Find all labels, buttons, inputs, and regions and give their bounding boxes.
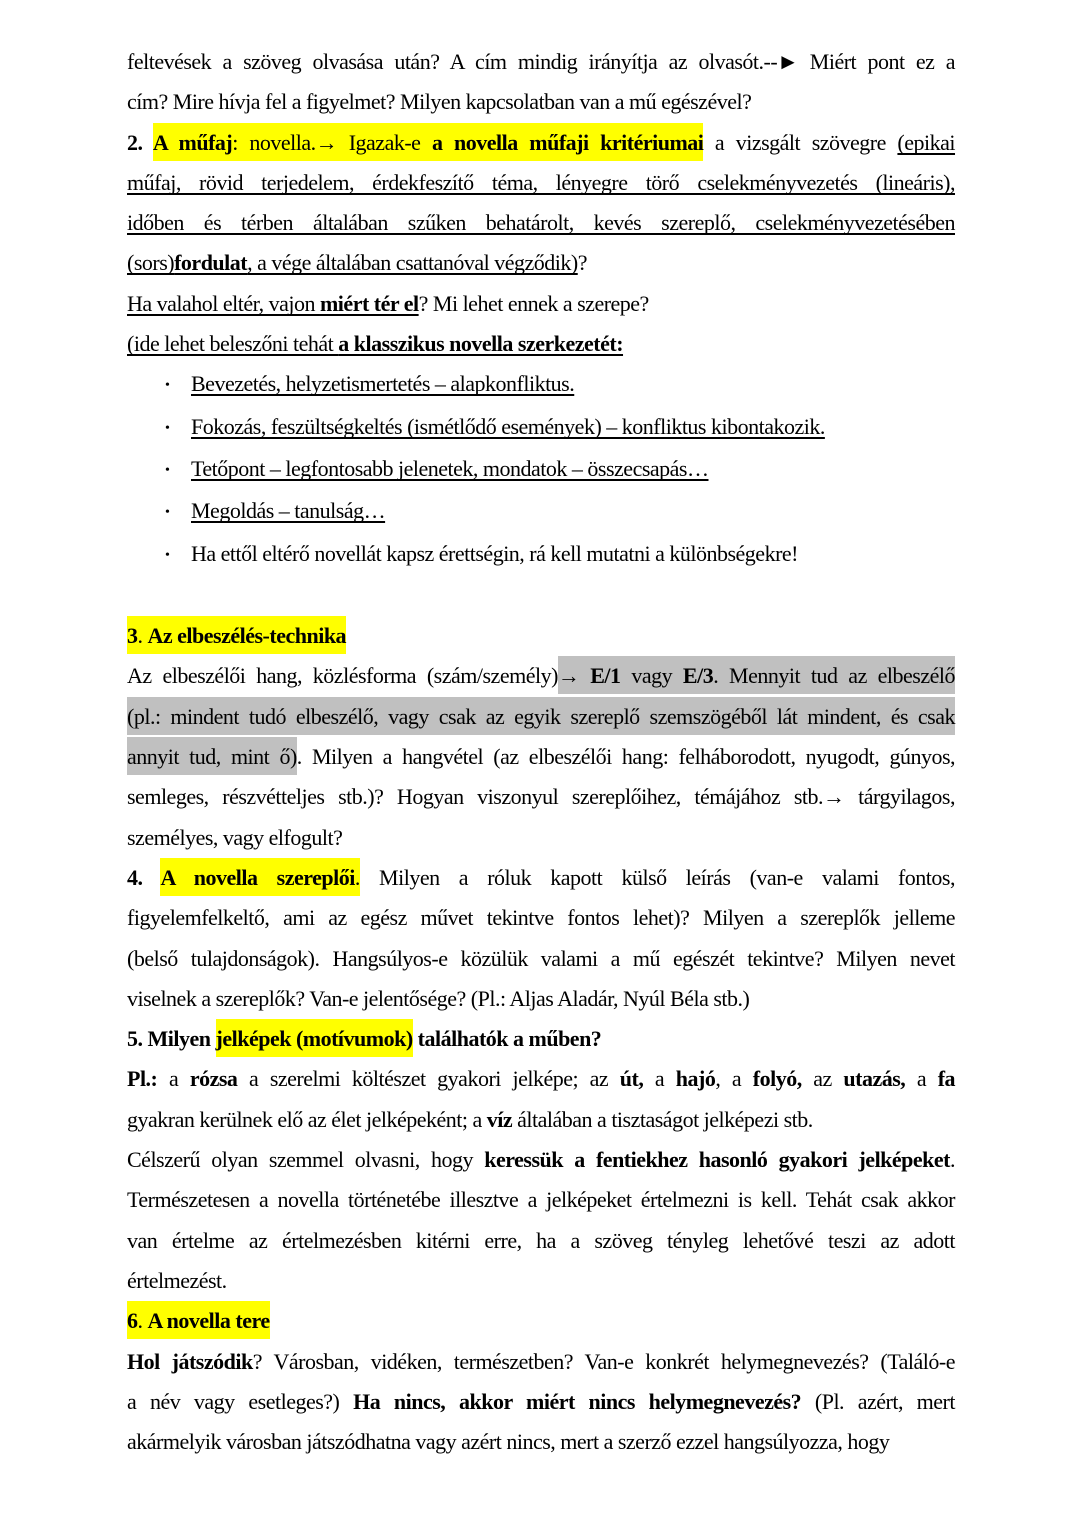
text-run: Ha valahol eltér, vajon [127, 290, 320, 316]
text-run: A műfaj [153, 123, 232, 161]
text-run: rózsa [189, 1066, 238, 1092]
text-run: semleges, részvétteljes stb.)? Hogyan viszonyul szereplőihez, témájához stb.→ tárgyilagos, [127, 784, 955, 810]
text-run: : novella.→ Igazak-e [232, 123, 432, 161]
bullet-item-escalation [127, 407, 955, 449]
text-line [127, 697, 955, 737]
text-run: találhatók a műben? [412, 1026, 602, 1052]
text-run: (ide lehet beleszőni tehát [127, 331, 339, 357]
text-run: 5. Milyen [127, 1026, 216, 1052]
text-run: cím? Mire hívja fel a figyelmet? Milyen kapcsolatban van a mű egészével? [127, 89, 752, 115]
text-run: víz [486, 1106, 513, 1132]
text-run: viselnek a szereplők? Van-e jelentősége? (Pl.: Aljas Aladár, Nyúl Béla stb.) [127, 985, 750, 1011]
bullet-icon: • [165, 378, 170, 394]
text-line [127, 777, 955, 817]
text-run: fordulat [174, 250, 248, 276]
text-run: Az elbeszélés-technika [148, 616, 347, 654]
bullet-line [127, 407, 955, 449]
text-line [127, 284, 955, 324]
section-2-genre-paragraph [127, 123, 955, 284]
text-run: a [157, 1066, 190, 1092]
text-run: E/1 [590, 656, 620, 694]
text-run: Természetesen a novella történetébe illesztve a jelképeket értelmezni is kell. Tehát csak akkor [127, 1187, 955, 1213]
text-run: , a vége általában csattanóval végződik) [247, 250, 578, 276]
text-run: (Pl. azért, mert [801, 1388, 955, 1414]
text-line [127, 42, 955, 82]
text-run: . [950, 1147, 956, 1173]
text-run: (belső tulajdonságok). Hangsúlyos-e közülük valami a mű egészét tekintve? Milyen nevet [127, 945, 955, 971]
text-run: , a [715, 1066, 753, 1092]
text-run: hajó [675, 1066, 716, 1092]
text-line [127, 1301, 955, 1341]
text-run: út, [619, 1066, 644, 1092]
text-run: a [905, 1066, 938, 1092]
text-line [127, 1261, 955, 1301]
text-run: a klasszikus novella szerkezetét: [338, 331, 624, 357]
text-run: Pl.: [127, 1066, 158, 1092]
text-run: folyó, [752, 1066, 802, 1092]
text-line [127, 979, 955, 1019]
bullet-item-resolution [127, 491, 955, 533]
text-run: Tetőpont – legfontosabb jelenetek, mondatok – összecsapás… [191, 455, 709, 481]
continuation-paragraph [127, 42, 955, 123]
structure-note-paragraph [127, 324, 955, 364]
text-line [127, 123, 955, 163]
section-4-characters-paragraph [127, 858, 955, 1019]
text-run: időben és térben általában szűken behatárolt, kevés szereplő, cselekményvezetésében [127, 210, 955, 236]
text-line [127, 858, 955, 898]
bullet-line [127, 449, 955, 491]
text-run: műfaj, rövid terjedelem, érdekfeszítő téma, lényegre törő cselekményvezetés (lineáris), [127, 169, 955, 195]
section-6-heading [127, 1301, 955, 1341]
text-line [127, 898, 955, 938]
text-line [127, 939, 955, 979]
bullet-line [127, 491, 955, 533]
text-run: → [558, 656, 590, 694]
text-run: keressük a fentiekhez hasonló gyakori jelképeket [484, 1147, 951, 1173]
bullet-item-exam-note [127, 534, 955, 576]
bullet-line [127, 364, 955, 406]
text-run: Ha ettől eltérő novellát kapsz érettségin, rá kell mutatni a különbségekre! [191, 540, 798, 566]
text-line [127, 324, 955, 364]
text-run: annyit tud, mint ő) [127, 737, 297, 775]
text-run: 3 [127, 616, 138, 654]
text-run: Célszerű olyan szemmel olvasni, hogy [127, 1147, 485, 1173]
text-line [127, 1382, 955, 1422]
text-line [127, 818, 955, 858]
text-run: . [355, 858, 360, 896]
text-run: 2. [127, 129, 153, 155]
text-run: a vizsgált szövegre [703, 129, 898, 155]
text-run: Bevezetés, helyzetismertetés – alapkonfliktus. [191, 371, 575, 397]
text-run: Fokozás, feszültségkeltés (ismétlődő események) – konfliktus kibontakozik. [191, 413, 825, 439]
text-run: Hol játszódik [127, 1348, 253, 1374]
bullet-item-climax [127, 449, 955, 491]
text-line [127, 616, 955, 656]
text-run: van értelme az értelmezésben kitérni erre, ha a szöveg tényleg lehetővé teszi az adott [127, 1227, 955, 1253]
text-run: Megoldás – tanulság… [191, 498, 386, 524]
text-run: ? [577, 250, 587, 276]
text-run: Milyen a róluk kapott külső leírás (van-e valami fontos, [359, 864, 955, 890]
text-run: a [643, 1066, 676, 1092]
text-run: 6 [127, 1301, 138, 1339]
text-run: E/3 [683, 656, 713, 694]
text-run: utazás, [843, 1066, 906, 1092]
text-run: miért tér el [319, 290, 419, 316]
text-run: . Milyen a hangvétel (az elbeszélői hang: felháborodott, nyugodt, gúnyos, [296, 744, 956, 770]
text-line [127, 243, 955, 283]
text-run: gyakran kerülnek elő az élet jelképeként; a [127, 1106, 487, 1132]
text-run: a szerelmi költészet gyakori jelképe; az [237, 1066, 620, 1092]
text-run: a név vagy esetleges?) [127, 1388, 354, 1414]
deviation-question-paragraph [127, 284, 955, 324]
text-run: az [801, 1066, 844, 1092]
section-6-paragraph [127, 1342, 955, 1463]
bullet-icon: • [165, 547, 170, 563]
text-run: jelképek (motívumok) [216, 1019, 413, 1057]
text-run: akármelyik városban játszódhatna vagy azért nincs, mert a szerző ezzel hangsúlyozza, hogy [127, 1429, 890, 1455]
text-line [127, 82, 955, 122]
text-line [127, 1059, 955, 1099]
bullet-icon: • [165, 505, 170, 521]
text-run: a novella műfaji kritériumai [432, 123, 703, 161]
text-line [127, 656, 955, 696]
text-run: ? Mi lehet ennek a szerepe? [418, 290, 649, 316]
text-line [127, 737, 955, 777]
text-run: Az elbeszélői hang, közlésforma (szám/személy) [127, 663, 558, 689]
text-line [127, 1019, 955, 1059]
text-run: általában a tisztaságot jelképezi stb. [512, 1106, 813, 1132]
text-run: (epikai [897, 129, 956, 155]
text-line [127, 1221, 955, 1261]
section-3-heading [127, 616, 955, 656]
text-run: (pl.: mindent tudó elbeszélő, vagy csak az egyik szereplő szemszögéből lát mindent, és csak [127, 697, 955, 735]
bullet-line [127, 534, 955, 576]
text-line [127, 1140, 955, 1180]
section-3-paragraph [127, 656, 955, 857]
section-5-heading [127, 1019, 955, 1059]
section-5-advice-paragraph [127, 1140, 955, 1301]
text-run: A novella szereplői [160, 858, 354, 896]
text-line [127, 1100, 955, 1140]
text-run: feltevések a szöveg olvasása után? A cím mindig irányítja az olvasót.--► Miért pont ez a [127, 49, 955, 74]
text-run: ? Városban, vidéken, természetben? Van-e konkrét helymegnevezés? (Találó-e [252, 1348, 955, 1374]
text-line [127, 1180, 955, 1220]
text-run: (sors) [127, 250, 175, 276]
text-run: . [138, 1301, 148, 1339]
text-run: . Mennyit tud az elbeszélő [713, 656, 955, 694]
text-run: értelmezést. [127, 1267, 227, 1293]
text-run: vagy [621, 656, 683, 694]
blank-line [127, 576, 955, 616]
text-run: . [138, 616, 148, 654]
text-line [127, 1422, 955, 1462]
bullet-icon: • [165, 462, 170, 478]
text-line [127, 1342, 955, 1382]
text-run: személyes, vagy elfogult? [127, 824, 343, 850]
section-5-examples-paragraph [127, 1059, 955, 1140]
text-line [127, 163, 955, 203]
text-run: figyelemfelkeltő, ami az egész művet tekintve fontos lehet)? Milyen a szereplők jelleme [127, 905, 955, 931]
bullet-icon: • [165, 420, 170, 436]
text-run: 4. [127, 864, 161, 890]
bullet-item-introduction [127, 364, 955, 406]
text-run: fa [937, 1066, 956, 1092]
text-run: A novella tere [148, 1301, 270, 1339]
text-line [127, 203, 955, 243]
text-run: Ha nincs, akkor miért nincs helymegnevezés? [353, 1388, 802, 1414]
